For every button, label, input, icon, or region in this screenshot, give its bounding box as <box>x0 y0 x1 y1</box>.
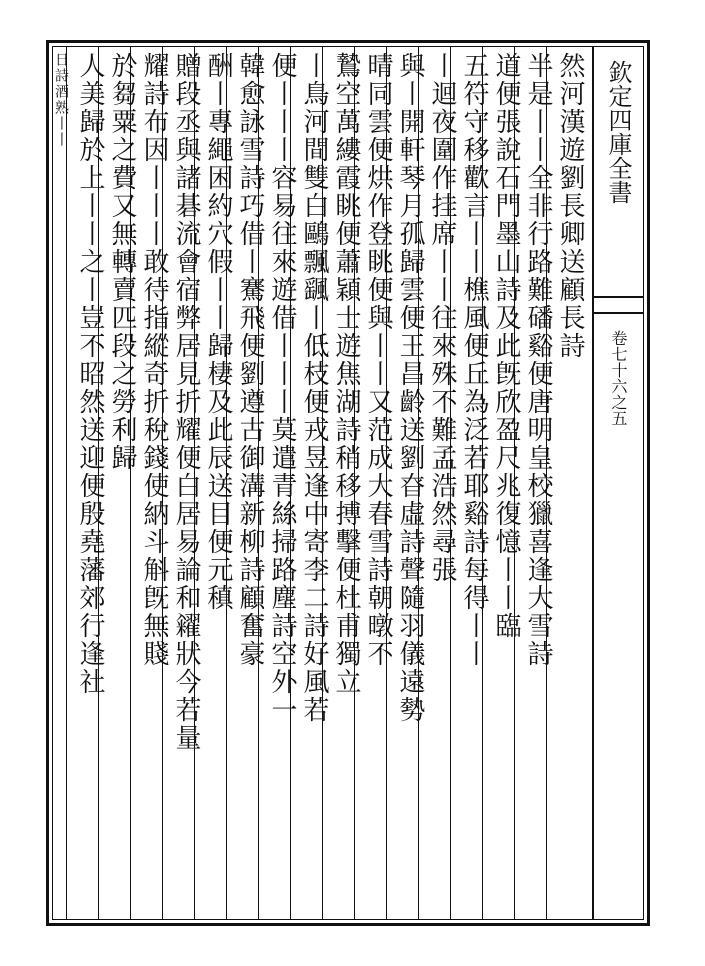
text-column: 晴同雲便烘作登眺便與丨丨又范成大春雪詩朝暾不 <box>363 52 393 668</box>
text-column: 日詩酒熟丨丨 <box>53 52 69 148</box>
text-column: 便丨丨丨容易往來遊借丨丨丨莫遣青絲掃路塵詩空外一 <box>267 52 297 724</box>
text-column: 酬丨專繩困約穴假丨丨歸棲及此辰送目便元稹 <box>203 52 233 612</box>
text-column: 於芻粟之費又無轉賣匹段之勞利歸 <box>107 52 137 472</box>
text-column: 丨鳥河間雙白鷗飄颻丨低枝便戎昱逢中寄李二詩好風若 <box>299 52 329 724</box>
text-column: 人美歸於上丨丨之丨豈不昭然送迎便殷堯藩郊行逢社 <box>75 52 105 696</box>
text-column: 丨迴夜圍作挂席丨丨往來殊不難孟浩然尋張 <box>427 52 457 584</box>
text-column: 與丨開軒琴月孤歸雲便王昌齡送劉昚虛詩聲隨羽儀遠勢 <box>395 52 425 724</box>
text-column: 五符守移歡言丨丨樵風便丘為泛若耶谿詩每得丨丨 <box>459 52 489 668</box>
volume-label: 卷七十六之五 <box>609 330 628 426</box>
book-title: 欽定四庫全書 <box>604 60 632 204</box>
text-column: 韓愈詠雪詩巧借丨騫飛便劉遵古御溝新柳詩顧奮豪 <box>235 52 265 668</box>
text-column: 贈段丞與諸碁流會宿弊居見折耀便白居易論和糴狀今若量 <box>171 52 201 752</box>
text-column: 耀詩布因丨丨丨敢待指縱奇折稅錢使納斗斛旣無賤 <box>139 52 169 668</box>
text-column: 鷙空萬縷霞眺便蕭穎士遊焦湖詩稍移搏擊便杜甫獨立 <box>331 52 361 696</box>
text-column: 然河漢遊劉長卿送顧長詩 <box>555 52 585 360</box>
text-column: 道便張說石門墨山詩及此旣欣盈尺兆復憶丨丨臨 <box>491 52 521 640</box>
text-column: 半是丨丨全非行路難磻谿便唐明皇校獵喜逢大雪詩 <box>523 52 553 668</box>
